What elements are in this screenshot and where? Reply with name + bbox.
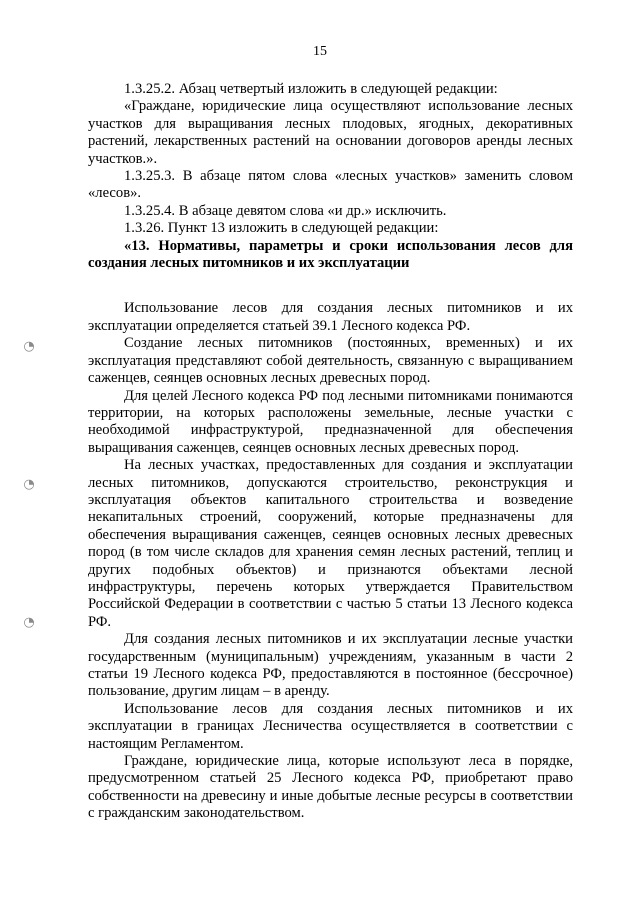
paragraph-1-3-25-2: 1.3.25.2. Абзац четвертый изложить в следующей редакции: bbox=[124, 81, 498, 97]
binding-hole-mark: ◔ bbox=[23, 477, 35, 492]
page-number: 15 bbox=[313, 44, 327, 59]
body-paragraph: На лесных участках, предоставленных для создания и эксплуатации лесных питомников, допускаются строительство, реконструкция и эксплуатация объектов капитального строительства и возведение некапитальных строений, сооружений, которые предназначены для обеспечения выращивания саженцев, сеянцев основных лесных древесных пород (в том числе складов для хранения семян лесных растений, теплиц и других подобных объектов) и признаются объектами лесной инфраструктуры, перечень которых утверждается Правительством Российской Федерации в соответствии с частью 5 статьи 13 Лесного кодекса РФ. bbox=[88, 457, 573, 630]
body-paragraph: Для создания лесных питомников и их эксплуатации лесные участки государственным (муниципальным) учреждениям, указанным в части 2 статьи 19 Лесного кодекса РФ, предоставляются в постоянное (бессрочное) пользование, другим лицам – в аренду. bbox=[88, 631, 573, 700]
quoted-paragraph: «Граждане, юридические лица осуществляют использование лесных участков для выращивания лесных плодовых, ягодных, декоративных растений, лекарственных растений на основании договоров аренды лесных участков.». bbox=[88, 98, 573, 167]
body-paragraph: Создание лесных питомников (постоянных, временных) и их эксплуатация представляют собой деятельность, связанную с выращиванием саженцев, сеянцев основных лесных древесных пород. bbox=[88, 335, 573, 387]
body-paragraph: Граждане, юридические лица, которые используют леса в порядке, предусмотренном статьей 25 Лесного кодекса РФ, приобретают право собственности на древесину и иные добытые лесные ресурсы в соответствии с гражданским законодательством. bbox=[88, 753, 573, 822]
body-paragraph: Для целей Лесного кодекса РФ под лесными питомниками понимаются территории, на которых расположены земельные, лесные участки с необходимой инфраструктурой, предназначенной для обеспечения выращивания саженцев, сеянцев основных лесных древесных пород. bbox=[88, 387, 573, 456]
body-paragraph: Использование лесов для создания лесных питомников и их эксплуатации в границах Лесничества осуществляется в соответствии с настоящим Регламентом. bbox=[88, 700, 573, 752]
document-body bbox=[88, 81, 573, 823]
paragraph-1-3-25-4: 1.3.25.4. В абзаце девятом слова «и др.» исключить. bbox=[124, 202, 447, 219]
binding-hole-mark: ◔ bbox=[23, 339, 35, 354]
section-heading: «13. Нормативы, параметры и сроки использования лесов для создания лесных питомников и их эксплуатации bbox=[88, 237, 573, 272]
body-paragraph: Использование лесов для создания лесных питомников и их эксплуатации определяется статьей 39.1 Лесного кодекса РФ. bbox=[88, 300, 573, 334]
binding-hole-mark: ◔ bbox=[23, 615, 35, 630]
paragraph-1-3-26: 1.3.26. Пункт 13 изложить в следующей редакции: bbox=[124, 220, 439, 237]
paragraph-1-3-25-3: 1.3.25.3. В абзаце пятом слова «лесных участков» заменить словом «лесов». bbox=[88, 168, 573, 202]
